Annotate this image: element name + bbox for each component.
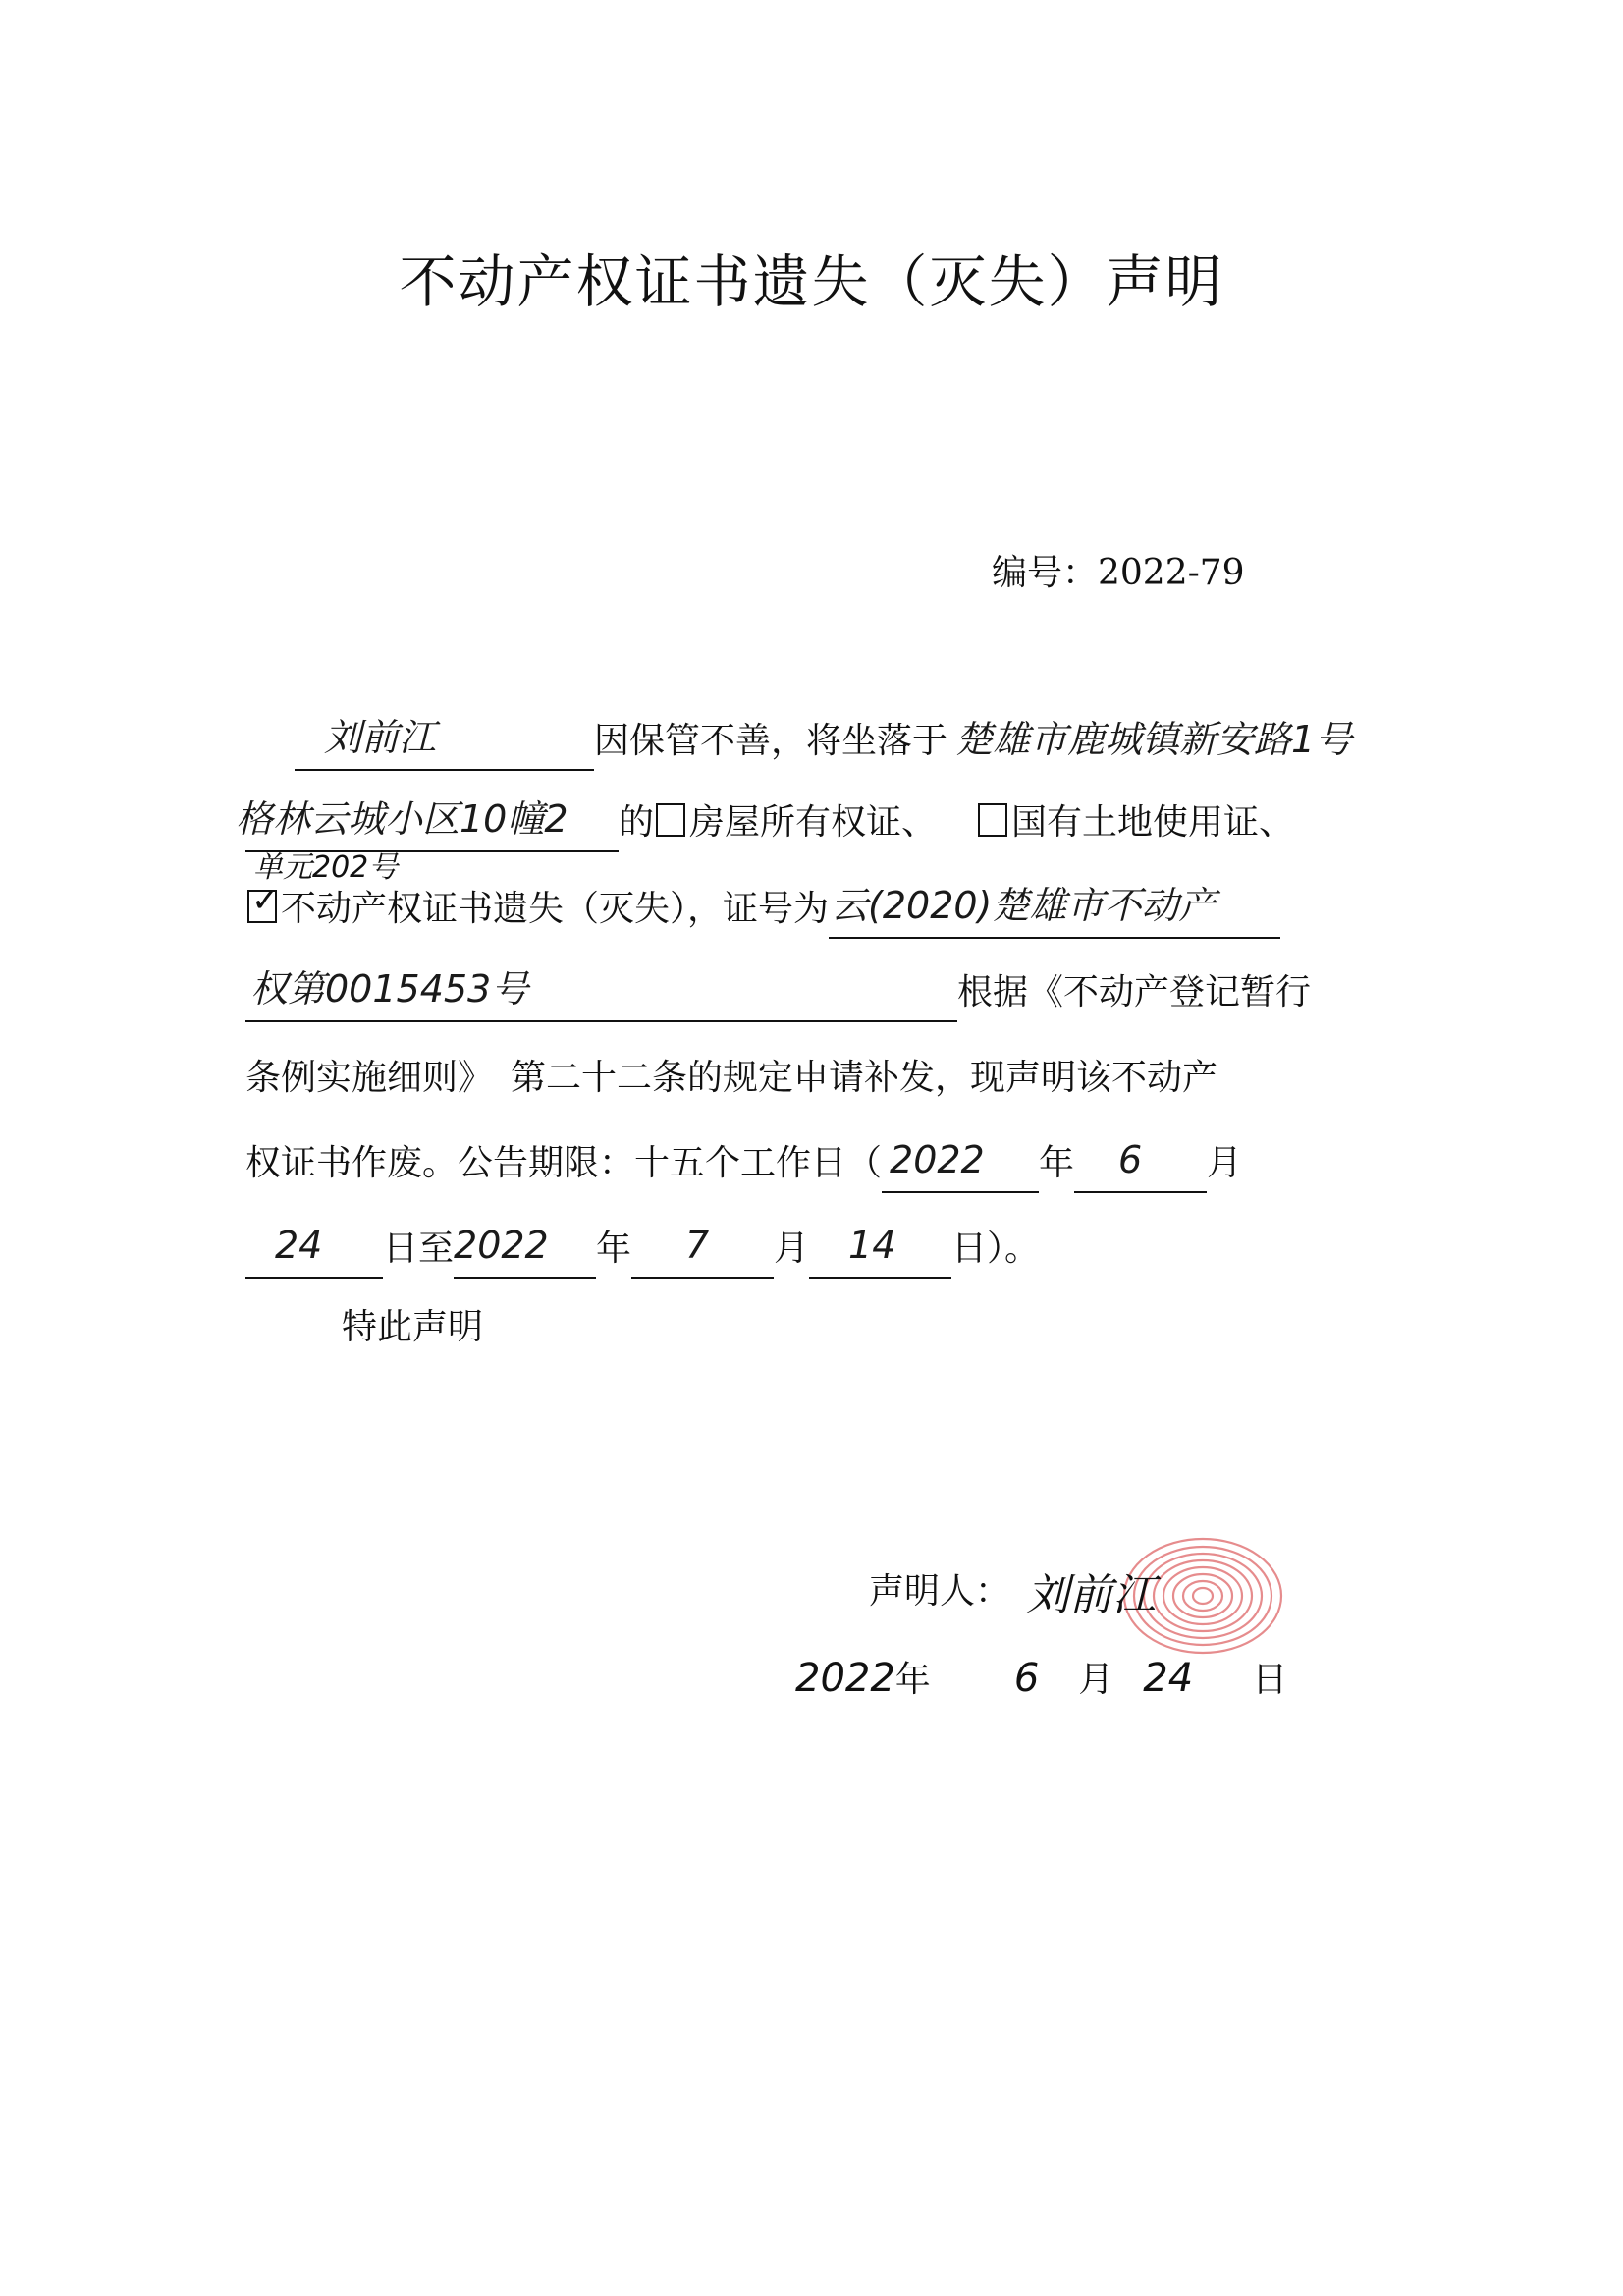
text-segment: 的: [619, 802, 655, 843]
body-line-7: [245, 1220, 1040, 1279]
cert-number-field-1: [829, 884, 1280, 939]
text-segment: 权证书作废。公告期限：十五个工作日（: [245, 1143, 883, 1183]
unit-month: 月: [1078, 1660, 1114, 1700]
checkbox-real-estate-certificate: [247, 881, 280, 923]
signature-date: [795, 1652, 1287, 1702]
start-month-handwriting: 6: [1118, 1138, 1143, 1181]
cert-number-handwriting-2: 权第0015453号: [250, 967, 529, 1011]
location-field-1: [947, 718, 1353, 771]
cert-number-handwriting-1: 云(2020)楚雄市不动产: [831, 884, 1217, 927]
start-year-handwriting: 2022: [890, 1138, 985, 1181]
body-line-5: 条例实施细则》 第二十二条的规定申请补发，现声明该不动产: [245, 1058, 1218, 1098]
checkbox-land-use: [978, 803, 1007, 837]
end-day-handwriting: 14: [848, 1224, 896, 1267]
body-line-1: [295, 712, 1353, 771]
unit-year: 年: [1039, 1143, 1075, 1183]
serial-number: 编号：2022-79: [992, 553, 1245, 593]
unit-month: 月: [774, 1229, 810, 1269]
text-segment: 根据《不动产登记暂行: [957, 972, 1312, 1012]
sign-day-handwriting: 24: [1143, 1656, 1194, 1701]
owner-name-handwriting: 刘前江: [324, 716, 437, 759]
end-month-field: [631, 1224, 774, 1279]
end-year-field: [454, 1224, 596, 1279]
end-day-field: [809, 1224, 951, 1279]
start-month-field: [1074, 1138, 1207, 1193]
body-line-6: [245, 1134, 1242, 1193]
checkbox-house-ownership: [656, 803, 685, 837]
text-segment: 因保管不善，将坐落于: [594, 721, 948, 761]
owner-name-field: [295, 716, 594, 771]
body-line-2: [236, 793, 1295, 852]
start-year-field: [882, 1138, 1039, 1193]
declarant-signature: 刘前江: [1026, 1570, 1156, 1620]
option-label-house-ownership: 房屋所有权证、: [689, 802, 938, 843]
body-line-4: [245, 963, 1311, 1022]
unit-year: 年: [894, 1660, 931, 1700]
document-title: 不动产权证书遗失（灭失）声明: [399, 248, 1224, 315]
text-segment: 日至: [383, 1229, 455, 1269]
location-handwriting-2: 格林云城小区10幢2: [236, 797, 568, 841]
closing-statement: 特此声明: [342, 1307, 484, 1347]
unit-year: 年: [596, 1229, 632, 1269]
check-mark-icon: ✓: [251, 881, 280, 920]
body-line-3: [245, 880, 1280, 939]
location-handwriting-3: 单元202号: [253, 850, 399, 885]
option-label-land-use: 国有土地使用证、: [1011, 802, 1295, 843]
sign-month-handwriting: 6: [1013, 1656, 1040, 1701]
unit-day: 日: [1252, 1660, 1288, 1700]
end-month-handwriting: 7: [685, 1224, 710, 1267]
start-day-handwriting: 24: [275, 1224, 323, 1267]
text-segment: 日）。: [951, 1229, 1041, 1269]
cert-number-field-2: [245, 967, 957, 1022]
location-handwriting-1: 楚雄市鹿城镇新安路1号: [955, 718, 1353, 761]
end-year-handwriting: 2022: [454, 1224, 549, 1267]
start-day-field: [245, 1224, 383, 1279]
option-label-real-estate-certificate: 不动产权证书遗失（灭失），证号为: [281, 889, 830, 929]
sign-year-handwriting: 2022: [795, 1656, 895, 1701]
declarant-label: 声明人：: [869, 1571, 1011, 1612]
unit-month: 月: [1207, 1143, 1243, 1183]
